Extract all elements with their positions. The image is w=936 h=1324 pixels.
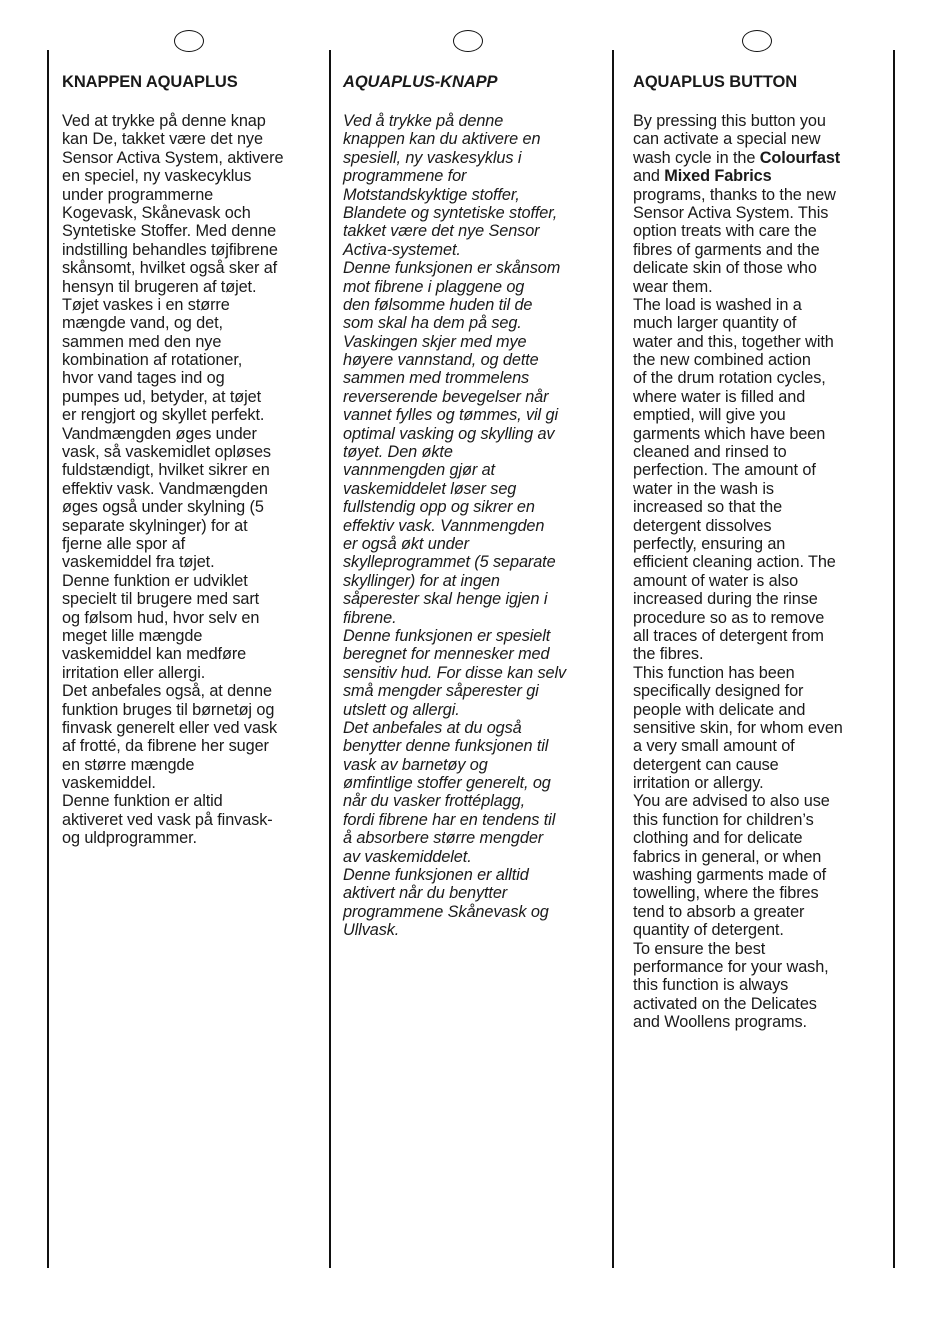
text-line — [343, 425, 566, 443]
text-line — [343, 406, 566, 424]
text-line-content: Denne funktion er udviklet — [62, 571, 248, 590]
text-line-content: aktivert når du benytter — [343, 884, 508, 903]
text-line — [633, 848, 843, 866]
column-divider-left — [47, 50, 49, 1268]
text-line-content: skylleprogrammet (5 separate — [343, 553, 556, 572]
text-line-content: this function is always — [633, 976, 789, 995]
text-line — [62, 664, 283, 682]
text-line — [343, 130, 566, 148]
text-line — [343, 756, 566, 774]
text-line-content: quantity of detergent. — [633, 921, 784, 940]
text-line-content: delicate skin of those who — [633, 259, 817, 278]
text-line-content: cleaned and rinsed to — [633, 443, 787, 462]
text-line-content: and — [633, 167, 665, 186]
section-title: AQUAPLUS BUTTON — [633, 73, 798, 91]
text-line-content: aktiveret ved vask på finvask- — [62, 810, 273, 829]
text-line — [633, 903, 843, 921]
text-line-content: spesiell, ny vaskesyklus i — [343, 148, 522, 167]
text-line-content: og uldprogrammer. — [62, 829, 197, 848]
text-line-content: perfectly, ensuring an — [633, 534, 786, 553]
text-line-content: Ved å trykke på denne — [343, 112, 504, 130]
text-line — [343, 498, 566, 516]
text-line-content: Activa-systemet. — [343, 240, 461, 259]
text-line — [633, 884, 843, 902]
text-line-content: når du vasker frottéplagg, — [343, 792, 526, 811]
text-line-content: washing garments made of — [633, 866, 827, 885]
text-line — [343, 811, 566, 829]
text-line — [343, 792, 566, 810]
text-line-content: vannmengden gjør at — [343, 461, 495, 480]
text-line — [633, 701, 843, 719]
text-line-content: ømfintlige stoffer generelt, og — [343, 774, 551, 793]
text-line-content: vask, så vaskemidlet opløses — [62, 443, 271, 462]
text-line — [343, 461, 566, 479]
text-line — [343, 645, 566, 663]
text-line — [633, 167, 843, 185]
language-marker-circle — [174, 30, 204, 52]
text-line-content: To ensure the best — [633, 939, 766, 958]
text-line — [633, 241, 843, 259]
text-line — [343, 829, 566, 847]
text-line — [62, 829, 283, 847]
text-line — [343, 590, 566, 608]
text-line-content: av vaskemiddelet. — [343, 847, 472, 866]
text-line-content: where water is filled and — [633, 387, 806, 406]
text-line — [633, 388, 843, 406]
text-line-content: the fibres. — [633, 645, 704, 664]
section-body — [633, 112, 843, 1032]
text-line — [343, 186, 566, 204]
text-line — [62, 278, 283, 296]
text-line-content: under programmerne — [62, 185, 214, 204]
text-line — [343, 903, 566, 921]
text-line — [343, 278, 566, 296]
text-line — [633, 829, 843, 847]
text-line — [62, 572, 283, 590]
text-line — [343, 222, 566, 240]
text-line-content: perfection. The amount of — [633, 461, 816, 480]
section-body — [62, 112, 283, 848]
text-line-content: en speciel, ny vaskecyklus — [62, 167, 252, 186]
text-line-content: You are advised to also use — [633, 792, 830, 811]
text-line-content: Ved at trykke på denne knap — [62, 112, 266, 130]
text-line — [633, 572, 843, 590]
text-line — [343, 517, 566, 535]
text-line — [343, 112, 566, 130]
text-line — [343, 351, 566, 369]
text-line — [633, 719, 843, 737]
text-line — [343, 259, 566, 277]
text-line — [633, 351, 843, 369]
text-line-content: en større mængde — [62, 755, 195, 774]
text-line — [633, 590, 843, 608]
text-line — [633, 480, 843, 498]
text-line — [62, 351, 283, 369]
text-line — [343, 204, 566, 222]
program-name-mixed-fabrics: Mixed Fabrics — [664, 167, 772, 186]
text-line — [633, 1013, 843, 1031]
text-line-content: finvask generelt eller ved vask — [62, 718, 277, 737]
text-line-content: and Woollens programs. — [633, 1013, 807, 1032]
text-line — [62, 645, 283, 663]
text-line — [62, 130, 283, 148]
text-line-content: vaskemiddel fra tøjet. — [62, 553, 215, 572]
text-line — [343, 553, 566, 571]
text-line-content: specifically designed for — [633, 682, 804, 701]
text-line — [62, 259, 283, 277]
text-line — [633, 443, 843, 461]
text-line-content: the new combined action — [633, 351, 811, 370]
text-line-content: Blandete og syntetiske stoffer, — [343, 203, 558, 222]
text-line — [633, 222, 843, 240]
text-line — [633, 425, 843, 443]
text-line — [62, 553, 283, 571]
text-line — [633, 737, 843, 755]
text-line — [343, 369, 566, 387]
text-line — [343, 921, 566, 939]
text-line — [62, 498, 283, 516]
text-line — [62, 296, 283, 314]
text-line-content: detergent dissolves — [633, 516, 772, 535]
text-line — [633, 774, 843, 792]
text-line — [633, 517, 843, 535]
text-line-content: øges også under skylning (5 — [62, 498, 264, 517]
text-line-content: Sensor Activa System. This — [633, 203, 829, 222]
text-line — [633, 958, 843, 976]
text-line — [62, 792, 283, 810]
text-line — [62, 811, 283, 829]
text-line — [633, 204, 843, 222]
text-line — [633, 333, 843, 351]
text-line-content: reverserende bevegelser når — [343, 387, 549, 406]
text-line — [62, 774, 283, 792]
text-line-content: Vaskingen skjer med mye — [343, 332, 527, 351]
text-line — [633, 627, 843, 645]
text-line-content: sensitiv hud. For disse kan selv — [343, 663, 567, 682]
text-line — [62, 517, 283, 535]
text-line-content: den følsomme huden til de — [343, 295, 533, 314]
text-line — [62, 443, 283, 461]
text-line — [62, 369, 283, 387]
text-line — [62, 425, 283, 443]
text-line — [633, 406, 843, 424]
text-line-content: Motstandskyktige stoffer, — [343, 185, 520, 204]
text-line-content: wash cycle in the — [633, 148, 760, 167]
text-line — [633, 664, 843, 682]
text-line-content: activated on the Delicates — [633, 994, 817, 1013]
text-line — [62, 406, 283, 424]
text-line-content: vaskemiddel. — [62, 774, 156, 793]
text-line-content: all traces of detergent from — [633, 626, 824, 645]
text-line-content: fordi fibrene har en tendens til — [343, 810, 556, 829]
section-title: KNAPPEN AQUAPLUS — [62, 73, 238, 91]
text-line — [62, 756, 283, 774]
text-line — [62, 388, 283, 406]
text-line-content: utslett og allergi. — [343, 700, 460, 719]
text-line — [62, 609, 283, 627]
text-line-content: funktion bruges til børnetøj og — [62, 700, 275, 719]
text-line — [62, 204, 283, 222]
text-line — [343, 535, 566, 553]
text-line — [343, 701, 566, 719]
column-divider-right — [612, 50, 614, 1268]
text-line-content: programmene Skånevask og — [343, 902, 549, 921]
text-line-content: sensitive skin, for whom even — [633, 718, 843, 737]
text-line-content: separate skylninger) for at — [62, 516, 248, 535]
text-line — [633, 535, 843, 553]
text-line-content: The load is washed in a — [633, 295, 802, 314]
text-line — [62, 682, 283, 700]
text-line-content: water and this, together with — [633, 332, 834, 351]
text-line-content: fullstendig opp og sikrer en — [343, 498, 535, 517]
text-line — [343, 737, 566, 755]
text-line — [343, 149, 566, 167]
text-line — [62, 333, 283, 351]
column-divider-outer — [893, 50, 895, 1268]
text-line-content: Denne funksjonen er skånsom — [343, 259, 561, 278]
text-line-content: garments which have been — [633, 424, 826, 443]
text-line — [62, 222, 283, 240]
text-line-content: små mengder såperester gi — [343, 682, 539, 701]
section-body — [343, 112, 566, 940]
text-line — [343, 443, 566, 461]
text-line-content: fjerne alle spor af — [62, 534, 185, 553]
text-line-content: kombination af rotationer, — [62, 351, 243, 370]
text-line-content: mot fibrene i plaggene og — [343, 277, 525, 296]
text-line-content: og følsom hud, hvor selv en — [62, 608, 260, 627]
text-line — [343, 333, 566, 351]
text-line-content: a very small amount of — [633, 737, 795, 756]
text-line-content: option treats with care the — [633, 222, 817, 241]
text-line-content: høyere vannstand, og dette — [343, 351, 539, 370]
section-title: AQUAPLUS-KNAPP — [343, 73, 498, 91]
text-line-content: af frotté, da fibrene her suger — [62, 737, 269, 756]
text-line-content: Sensor Activa System, aktivere — [62, 148, 284, 167]
text-line — [62, 186, 283, 204]
text-line — [633, 609, 843, 627]
text-line — [633, 149, 843, 167]
text-line-content: effektiv vask. Vannmengden — [343, 516, 545, 535]
text-line — [633, 645, 843, 663]
text-line-content: vask av barnetøy og — [343, 755, 488, 774]
text-line — [62, 149, 283, 167]
text-line-content: emptied, will give you — [633, 406, 786, 425]
text-line — [633, 259, 843, 277]
text-line-content: meget lille mængde — [62, 626, 203, 645]
text-line-content: mængde vand, og det, — [62, 314, 223, 333]
text-line-content: Ullvask. — [343, 921, 400, 940]
text-line-content: Tøjet vaskes i en større — [62, 295, 230, 314]
text-line-content: programs, thanks to the new — [633, 185, 836, 204]
text-line — [633, 186, 843, 204]
text-line-content: optimal vasking og skylling av — [343, 424, 555, 443]
text-line-content: pumpes ud, betyder, at tøjet — [62, 387, 262, 406]
text-line-content: knappen kan du aktivere en — [343, 130, 541, 149]
text-line-content: this function for children’s — [633, 810, 814, 829]
text-line — [633, 995, 843, 1013]
text-line-content: tøyet. Den økte — [343, 443, 453, 462]
text-line — [343, 848, 566, 866]
text-line-content: Denne funksjonen er spesielt — [343, 626, 551, 645]
text-line — [343, 866, 566, 884]
text-line-content: fibres of garments and the — [633, 240, 820, 259]
text-line-content: benytter denne funksjonen til — [343, 737, 549, 756]
text-line-content: efficient cleaning action. The — [633, 553, 836, 572]
text-line-content: specielt til brugere med sart — [62, 590, 260, 609]
column-divider-middle — [329, 50, 331, 1268]
text-line — [633, 553, 843, 571]
text-line-content: kan De, takket være det nye — [62, 130, 263, 149]
text-line — [343, 572, 566, 590]
text-line-content: This function has been — [633, 663, 795, 682]
text-line — [343, 664, 566, 682]
text-line — [62, 167, 283, 185]
text-line-content: performance for your wash, — [633, 957, 829, 976]
text-line-content: detergent can cause — [633, 755, 779, 774]
text-line — [633, 682, 843, 700]
text-line — [62, 701, 283, 719]
text-line — [343, 241, 566, 259]
text-line — [633, 921, 843, 939]
text-line — [343, 388, 566, 406]
text-line — [633, 130, 843, 148]
text-line — [343, 167, 566, 185]
text-line-content: wear them. — [633, 277, 713, 296]
text-line — [343, 774, 566, 792]
text-line — [343, 314, 566, 332]
text-line-content: increased during the rinse — [633, 590, 818, 609]
text-line-content: people with delicate and — [633, 700, 806, 719]
text-line — [633, 498, 843, 516]
language-marker-circle — [742, 30, 772, 52]
text-line-content: Syntetiske Stoffer. Med denne — [62, 222, 277, 241]
text-line — [62, 719, 283, 737]
text-line-content: Det anbefales at du også — [343, 718, 522, 737]
text-line — [343, 627, 566, 645]
text-line — [633, 940, 843, 958]
text-line-content: fuldstændigt, hvilket sikrer en — [62, 461, 270, 480]
text-line — [62, 590, 283, 608]
text-line-content: procedure so as to remove — [633, 608, 825, 627]
text-line-content: Denne funksjonen er alltid — [343, 866, 529, 885]
text-line-content: tend to absorb a greater — [633, 902, 805, 921]
text-line — [633, 811, 843, 829]
text-line-content: er også økt under — [343, 534, 469, 553]
text-line — [62, 112, 283, 130]
text-line-content: som skal ha dem på seg. — [343, 314, 522, 333]
text-line-content: amount of water is also — [633, 571, 799, 590]
text-line-content: By pressing this button you — [633, 112, 826, 130]
text-line-content: Kogevask, Skånevask och — [62, 203, 251, 222]
text-line-content: indstilling behandles tøjfibrene — [62, 240, 278, 259]
text-line-content: å absorbere større mengder — [343, 829, 544, 848]
text-line-content: Vandmængden øges under — [62, 424, 257, 443]
text-line — [343, 609, 566, 627]
text-line — [62, 535, 283, 553]
text-line-content: clothing and for delicate — [633, 829, 803, 848]
text-line — [343, 682, 566, 700]
text-line-content: vannet fylles og tømmes, vil gi — [343, 406, 558, 425]
text-line-content: sammen med den nye — [62, 332, 222, 351]
text-line — [343, 884, 566, 902]
text-line-content: effektiv vask. Vandmængden — [62, 479, 268, 498]
text-line — [633, 792, 843, 810]
text-line — [633, 278, 843, 296]
text-line-content: sammen med trommelens — [343, 369, 530, 388]
text-line — [62, 627, 283, 645]
text-line — [633, 756, 843, 774]
text-line-content: can activate a special new — [633, 130, 821, 149]
text-line-content: irritation eller allergi. — [62, 663, 206, 682]
text-line — [62, 737, 283, 755]
text-line — [343, 480, 566, 498]
text-line-content: takket være det nye Sensor — [343, 222, 540, 241]
text-line — [633, 296, 843, 314]
text-line-content: of the drum rotation cycles, — [633, 369, 826, 388]
text-line-content: hensyn til brugeren af tøjet. — [62, 277, 257, 296]
text-line-content: programmene for — [343, 167, 467, 186]
text-line-content: increased so that the — [633, 498, 783, 517]
text-line-content: vaskemiddelet løser seg — [343, 479, 517, 498]
text-line — [633, 369, 843, 387]
text-line-content: fabrics in general, or when — [633, 847, 822, 866]
text-line-content: water in the wash is — [633, 479, 774, 498]
text-line-content: vaskemiddel kan medføre — [62, 645, 247, 664]
text-line-content: much larger quantity of — [633, 314, 797, 333]
text-line — [62, 241, 283, 259]
text-line-content: er rengjort og skyllet perfekt. — [62, 406, 265, 425]
text-line-content: såperester skal henge igjen i — [343, 590, 548, 609]
text-line — [633, 314, 843, 332]
text-line-content: fibrene. — [343, 608, 397, 627]
text-line-content: Det anbefales også, at denne — [62, 682, 272, 701]
text-line — [62, 314, 283, 332]
text-line — [343, 296, 566, 314]
text-line-content: irritation or allergy. — [633, 774, 764, 793]
text-line-content: beregnet for mennesker med — [343, 645, 550, 664]
text-line — [633, 112, 843, 130]
text-line-content: skånsomt, hvilket også sker af — [62, 259, 278, 278]
text-line-content: Denne funktion er altid — [62, 792, 223, 811]
text-line — [62, 461, 283, 479]
text-line — [633, 976, 843, 994]
text-line — [343, 719, 566, 737]
text-line-content: skyllinger) for at ingen — [343, 571, 500, 590]
text-line — [633, 461, 843, 479]
language-marker-circle — [453, 30, 483, 52]
text-line — [62, 480, 283, 498]
text-line-content: towelling, where the fibres — [633, 884, 819, 903]
program-name-colourfast: Colourfast — [759, 148, 841, 167]
text-line — [633, 866, 843, 884]
text-line-content: hvor vand tages ind og — [62, 369, 225, 388]
